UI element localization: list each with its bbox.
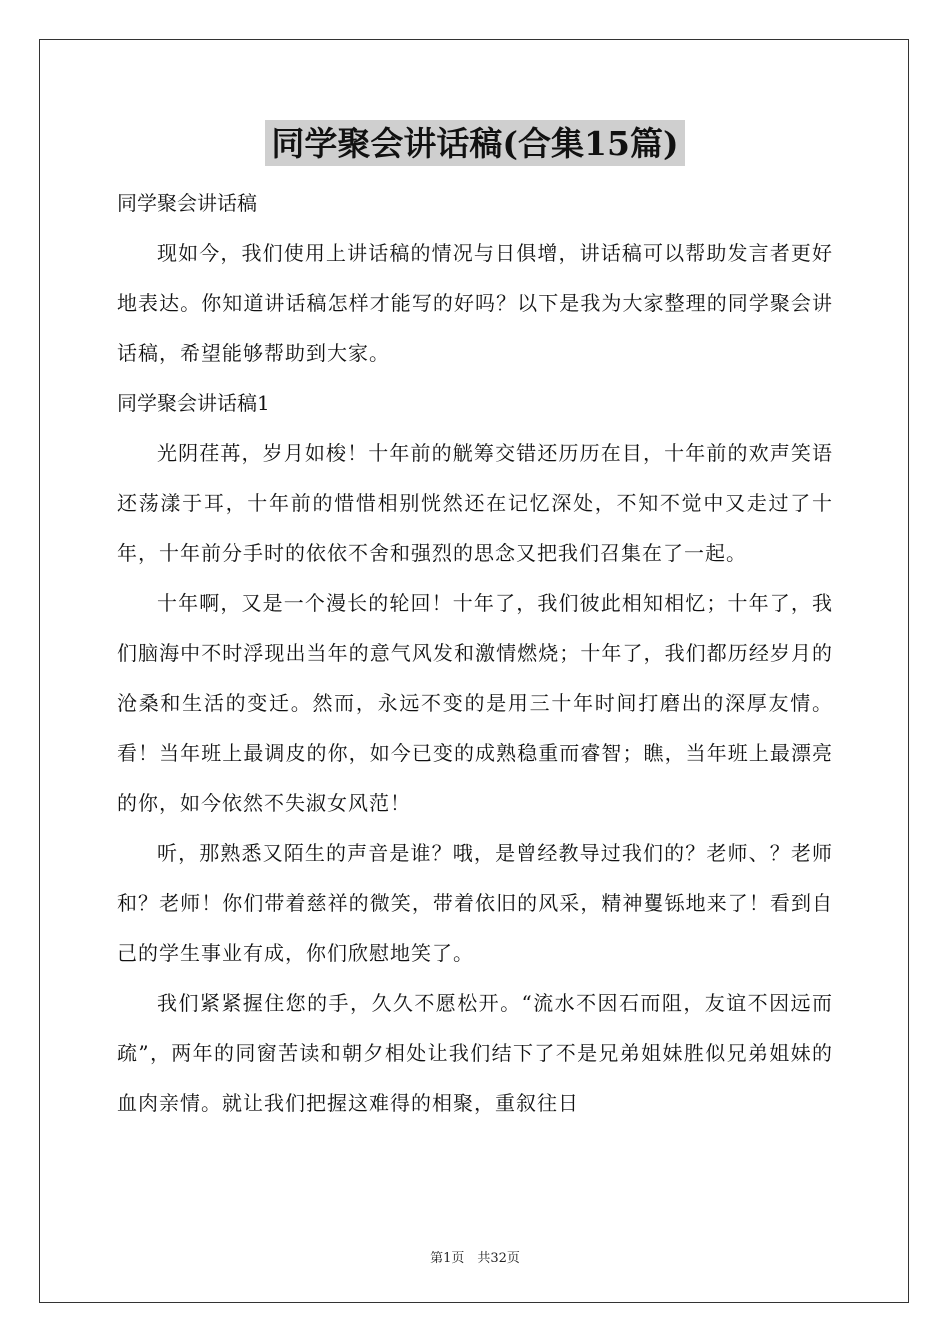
intro-heading: 同学聚会讲话稿 <box>117 191 257 215</box>
section-heading: 同学聚会讲话稿1 <box>117 391 270 415</box>
body-paragraph-3: 听，那熟悉又陌生的声音是谁？哦，是曾经教导过我们的？老师、？老师和？老师！你们带着慈祥的微笑，带着依旧的风采，精神矍铄地来了！看到自己的学生事业有成，你们欣慰地笑了。 <box>117 841 833 965</box>
page-footer: 第1页 共32页 <box>430 1251 520 1266</box>
body-paragraph-1: 光阴荏苒，岁月如梭！十年前的觥筹交错还历历在目，十年前的欢声笑语还荡漾于耳，十年前的惜惜相别恍然还在记忆深处，不知不觉中又走过了十年，十年前分手时的依依不舍和强烈的思念又把我们召集在了一起。 <box>117 441 833 565</box>
document-title: 同学聚会讲话稿(合集15篇) <box>265 120 684 166</box>
title-wrap <box>117 120 833 174</box>
body-paragraph-2: 十年啊，又是一个漫长的轮回！十年了，我们彼此相知相忆；十年了，我们脑海中不时浮现出当年的意气风发和激情燃烧；十年了，我们都历经岁月的沧桑和生活的变迁。然而，永远不变的是用三十年时间打磨出的深厚友情。看！当年班上最调皮的你，如今已变的成熟稳重而睿智；瞧，当年班上最漂亮的你，如今依然不失淑女风范！ <box>117 591 833 815</box>
document-body <box>117 120 833 1128</box>
intro-paragraph: 现如今，我们使用上讲话稿的情况与日俱增，讲话稿可以帮助发言者更好地表达。你知道讲话稿怎样才能写的好吗？以下是我为大家整理的同学聚会讲话稿，希望能够帮助到大家。 <box>117 241 833 365</box>
body-paragraph-4: 我们紧紧握住您的手，久久不愿松开。“流水不因石而阻，友谊不因远而疏”，两年的同窗苦读和朝夕相处让我们结下了不是兄弟姐妹胜似兄弟姐妹的血肉亲情。就让我们把握这难得的相聚，重叙往日 <box>117 991 833 1115</box>
